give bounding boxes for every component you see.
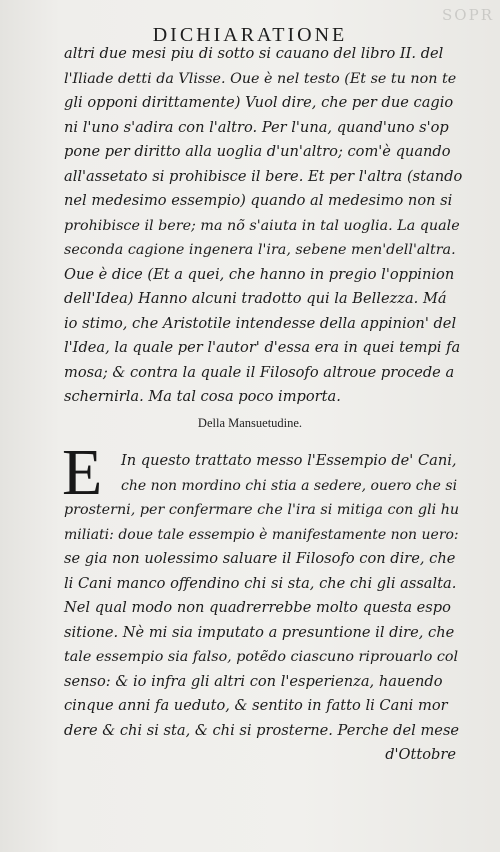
paragraph-notes	[64, 42, 462, 410]
text-line: Nel qual modo non quadrerrebbe molto questa espo	[64, 599, 451, 616]
text-line: sitione. Nè mi sia imputato a presuntione il dire, che	[64, 623, 455, 641]
text-line: pone per diritto alla uoglia d'un'altro; com'è quando	[64, 143, 451, 160]
drop-cap: E	[62, 436, 103, 509]
text-line: dell'Idea) Hanno alcuni tradotto qui la Bellezza. Má	[64, 290, 447, 307]
text-line: io stimo, che Aristotile intendesse della appinion' del	[64, 314, 457, 332]
text-line: dere & chi si sta, & chi si prosterne. Perche del mese	[64, 721, 460, 739]
catchword: d'Ottobre	[385, 746, 456, 763]
running-head: DICHIARATIONE	[152, 24, 348, 46]
text-line: schernirla. Ma tal cosa poco importa.	[64, 388, 341, 405]
text-line: cinque anni fa ueduto, & sentito in fatto li Cani mor	[64, 697, 448, 714]
text-line: gli opponi dirittamente) Vuol dire, che per due cagio	[64, 94, 454, 111]
paragraph-mansuetudine	[62, 436, 462, 768]
bleed-through-text: SOPR	[442, 6, 494, 24]
text-line: se gia non uolessimo saluare il Filosofo con dire, che	[64, 550, 456, 567]
text-line: Oue è dice (Et a quei, che hanno in pregio l'oppinion	[64, 265, 455, 283]
text-line: seconda cagione ingenera l'ira, sebene men'dell'altra.	[64, 242, 456, 258]
text-line: l'Idea, la quale per l'autor' d'essa era in quei tempi fa	[64, 339, 461, 356]
text-line: miliati: doue tale essempio è manifestamente non uero:	[64, 526, 459, 543]
text-line: nel medesimo essempio) quando al medesimo non si	[64, 192, 453, 209]
section-heading: Della Mansuetudine.	[197, 416, 303, 430]
text-line: altri due mesi piu di sotto si cauano del libro II. del	[64, 45, 444, 62]
text-line: all'assetato si prohibisce il bere. Et per l'altra (stando	[64, 167, 463, 185]
text-line: li Cani manco offendino chi si sta, che chi gli assalta.	[64, 574, 457, 592]
text-line: senso: & io infra gli altri con l'esperienza, hauendo	[64, 672, 443, 690]
text-line: tale essempio sia falso, potẽdo ciascuno riprouarlo col	[64, 649, 459, 665]
text-line: mosa; & contra la quale il Filosofo altroue procede a	[64, 363, 455, 381]
text-line: In questo trattato messo l'Essempio de' Cani,	[121, 452, 457, 469]
text-line: prosterni, per confermare che l'ira si mitiga con gli hu	[64, 502, 460, 518]
text-line: prohibisce il bere; ma nõ s'aiuta in tal uoglia. La quale	[64, 217, 460, 234]
text-line: ni l'uno s'adira con l'altro. Per l'una, quand'uno s'op	[64, 118, 449, 136]
text-line: che non mordino chi stia a sedere, ouero che si	[121, 477, 458, 494]
text-line: l'Iliade detti da Vlisse. Oue è nel testo (Et se tu non te	[64, 70, 457, 87]
